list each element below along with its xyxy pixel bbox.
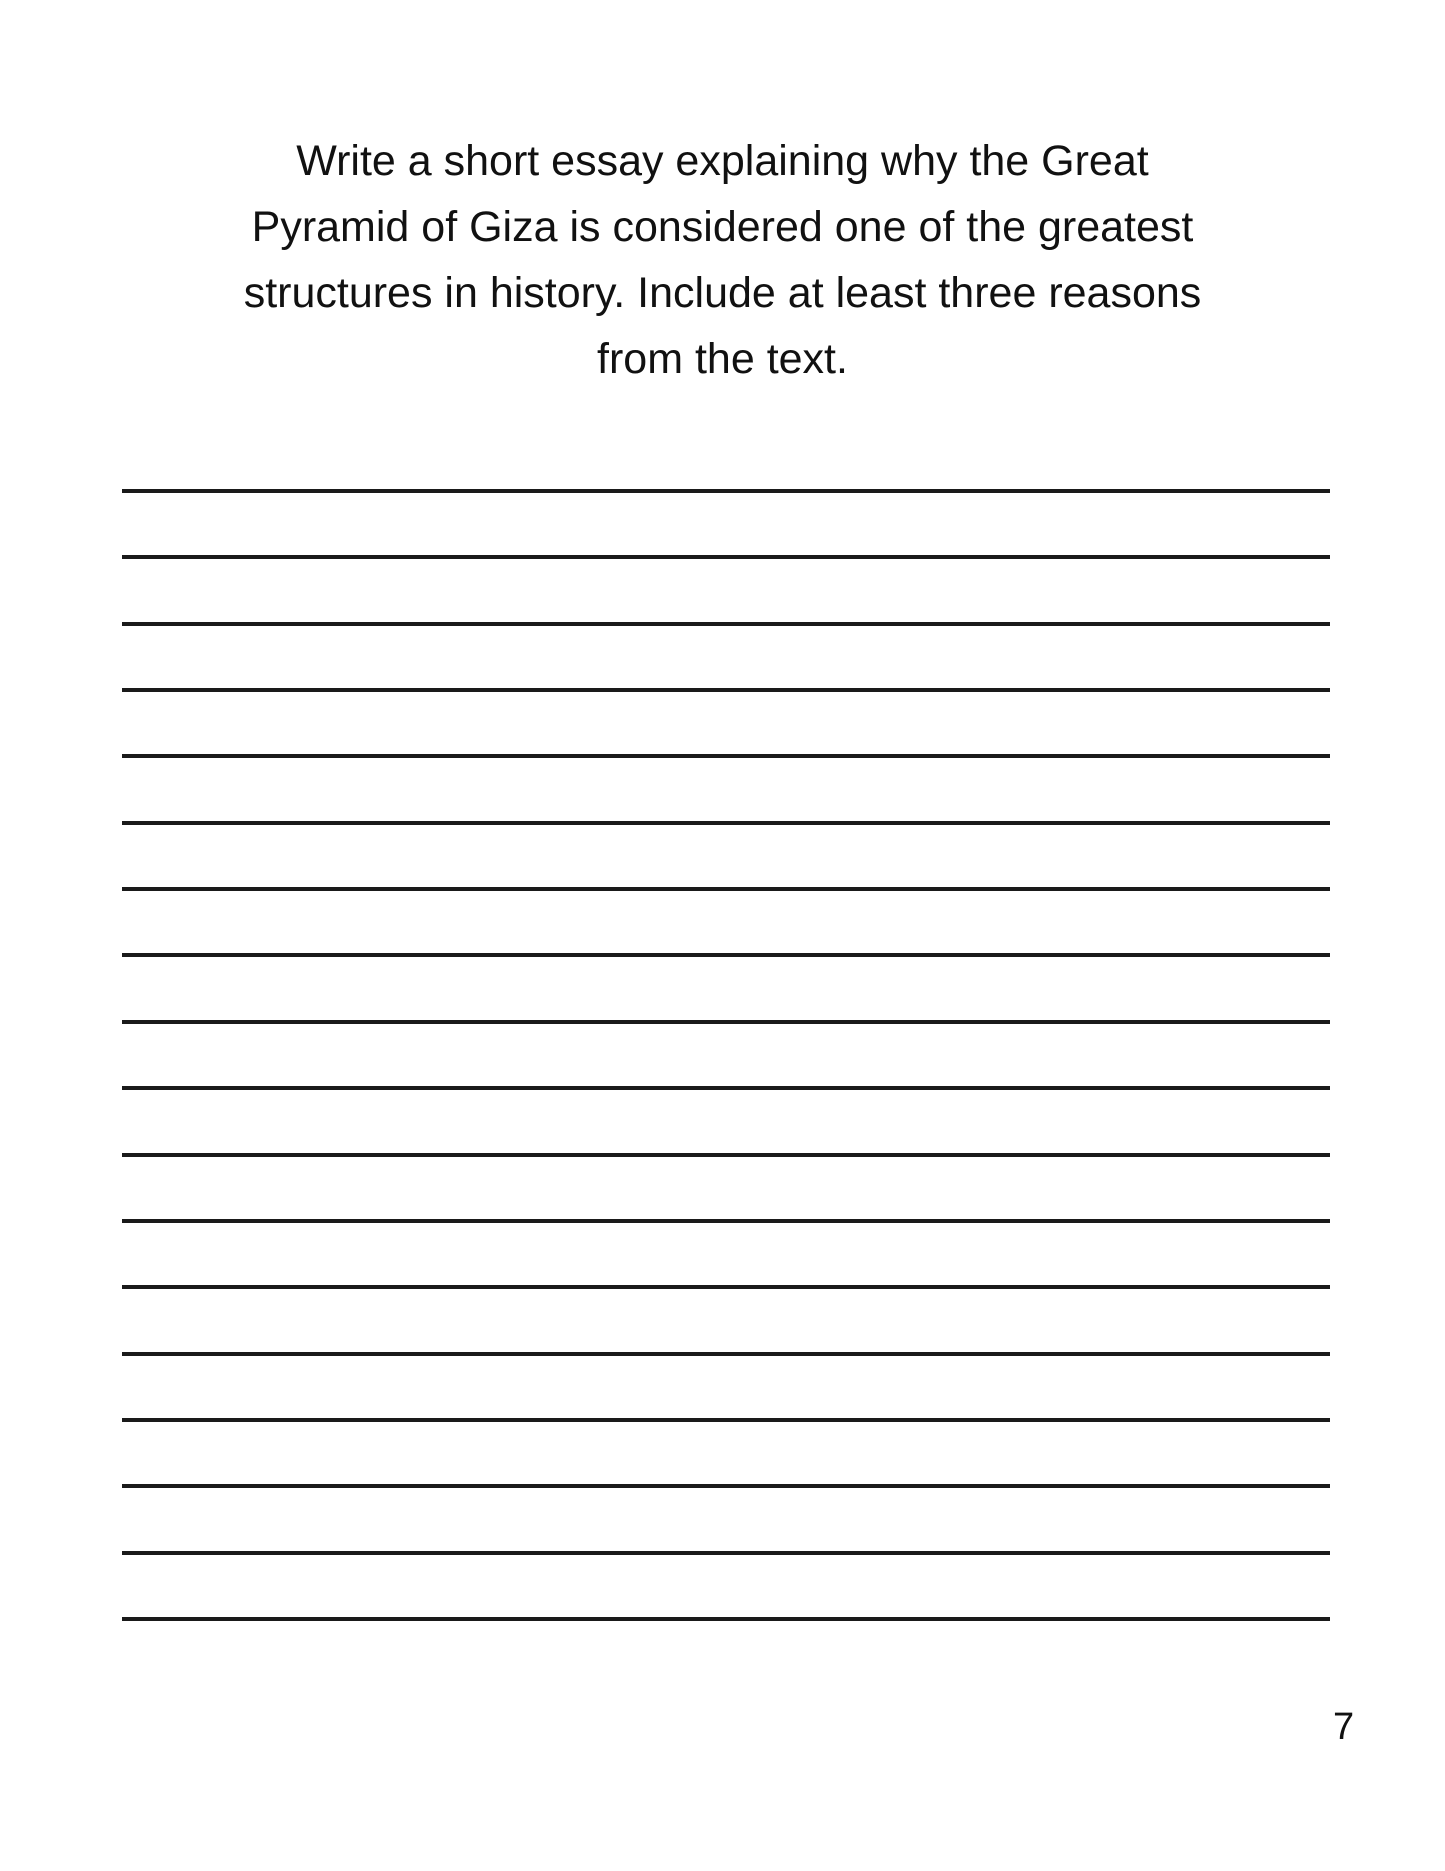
writing-line [122,1352,1330,1356]
writing-line [122,1484,1330,1488]
writing-line [122,555,1330,559]
writing-line [122,688,1330,692]
essay-prompt [0,128,1445,392]
writing-line [122,1020,1330,1024]
writing-line [122,1418,1330,1422]
writing-line [122,1617,1330,1621]
writing-line [122,887,1330,891]
writing-line [122,821,1330,825]
prompt-line: Write a short essay explaining why the Great [296,137,1149,185]
writing-line [122,622,1330,626]
writing-line [122,754,1330,758]
prompt-line: Pyramid of Giza is considered one of the greatest [251,203,1194,251]
prompt-line: structures in history. Include at least three reasons [243,269,1202,317]
writing-line [122,1285,1330,1289]
writing-line [122,1219,1330,1223]
writing-line [122,1551,1330,1555]
prompt-line: from the text. [597,335,848,383]
writing-line [122,1153,1330,1157]
page-number: 7 [1333,1706,1355,1748]
writing-line [122,489,1330,493]
writing-line [122,953,1330,957]
writing-line [122,1086,1330,1090]
